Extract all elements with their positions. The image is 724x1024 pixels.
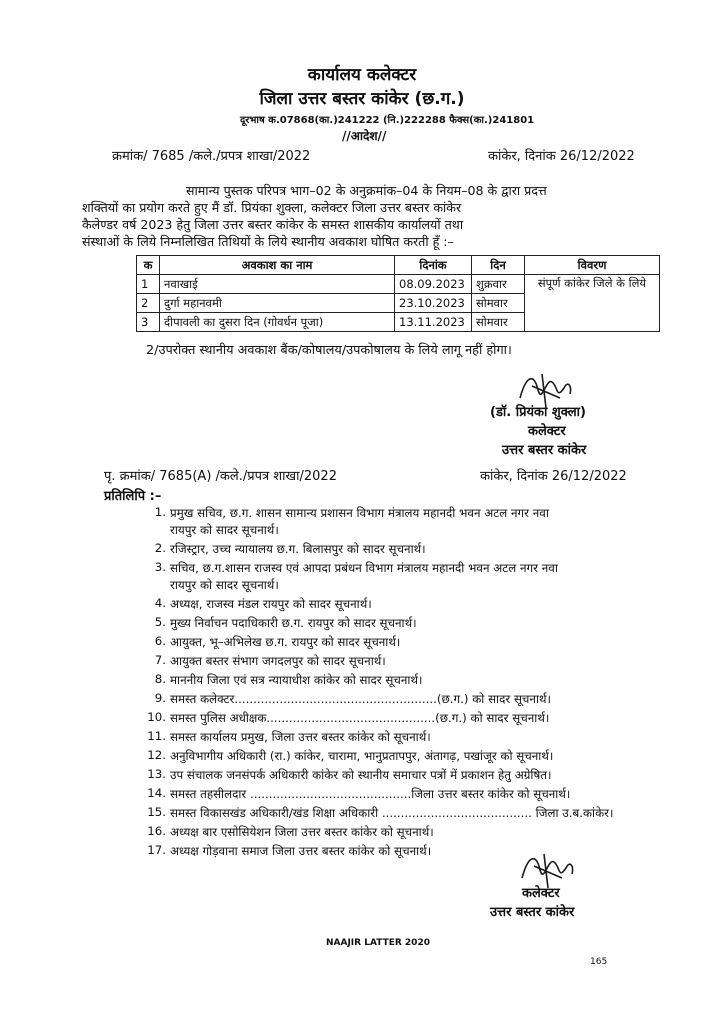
endorsement-date: कांकेर, दिनांक 26/12/2022 [480, 469, 627, 484]
item-number: 1. [154, 505, 166, 519]
item-number: 10. [147, 710, 166, 724]
signatory-title-2: कलेक्टर [522, 886, 560, 901]
item-number: 15. [147, 805, 166, 819]
cell-date: 23.10.2023 [395, 294, 472, 313]
cell-date: 08.09.2023 [395, 275, 472, 294]
body-line: शक्तियों का प्रयोग करते हुए मैं डॉ. प्रियंका शुक्ला, कलेक्टर जिला उत्तर बस्तर कांकेर [82, 200, 462, 215]
col-header-date: दिनांक [395, 256, 472, 275]
item-text: अनुविभागीय अधिकारी (रा.) कांकेर, चारामा, भानुप्रतापपुर, अंतागढ़, पखांजूर को सूचनार्थ। [170, 749, 554, 763]
signatory-place-2: उत्तर बस्तर कांकेर [490, 905, 575, 920]
order-date: कांकेर, दिनांक 26/12/2022 [488, 149, 635, 164]
contact-line: दूरभाष क.07868(का.)241222 (नि.)222288 फैक्स(का.)241801 [240, 115, 535, 126]
item-number: 11. [147, 729, 166, 743]
item-text: माननीय जिला एवं सत्र न्यायाधीश कांकेर को सादर सूचनार्थ। [170, 673, 423, 687]
item-number: 4. [154, 596, 166, 610]
item-text: समस्त तहसीलदार ...........................................जिला उत्तर बस्तर कांकेर को सूचनार्थ। [170, 787, 571, 801]
item-text: अध्यक्ष गोड़वाना समाज जिला उत्तर बस्तर कांकेर को सूचनार्थ। [170, 844, 432, 858]
table-header-row [137, 256, 660, 275]
col-header-day: दिन [472, 256, 525, 275]
item-text: उप संचालक जनसंपर्क अधिकारी कांकेर को स्थानीय समाचार पत्रों में प्रकाशन हेतु अग्रेषित। [170, 768, 552, 782]
item-number: 14. [147, 786, 166, 800]
item-number: 13. [147, 767, 166, 781]
item-text: रायपुर को सादर सूचनार्थ। [170, 578, 279, 592]
body-line: सामान्य पुस्तक परिपत्र भाग–02 के अनुक्रमांक–04 के नियम–08 के द्वारा प्रदत्त [186, 183, 547, 198]
office-title: कार्यालय कलेक्टर [307, 65, 417, 85]
item-text: समस्त कार्यालय प्रमुख, जिला उत्तर बस्तर कांकेर को सूचनार्थ। [170, 730, 431, 744]
signatory-title: कलेक्टर [528, 424, 566, 439]
item-text: प्रमुख सचिव, छ.ग. शासन सामान्य प्रशासन विभाग मंत्रालय महानदी भवन अटल नगर नवा [170, 506, 549, 520]
item-text: समस्त विकासखंड अधिकारी/खंड शिक्षा अधिकारी ........................................ जिला उ.ब.कांकेर। [170, 806, 614, 820]
col-header-remark: विवरण [525, 256, 660, 275]
item-number: 3. [154, 560, 166, 574]
item-number: 2. [154, 541, 166, 555]
item-text: रजिस्ट्रार, उच्च न्यायालय छ.ग. बिलासपुर को सादर सूचनार्थ। [170, 542, 426, 556]
footer-label: NAAJIR LATTER 2020 [326, 938, 430, 948]
item-number: 9. [154, 691, 166, 705]
cell-name: दीपावली का दुसरा दिन (गोवर्धन पूजा) [160, 313, 395, 332]
item-number: 16. [147, 824, 166, 838]
holiday-table [136, 255, 660, 332]
cell-sn: 2 [137, 294, 160, 313]
cell-name: नवाखाई [160, 275, 395, 294]
item-text: मुख्य निर्वाचन पदाधिकारी छ.ग. रायपुर को सादर सूचनार्थ। [170, 616, 417, 630]
order-number: क्रमांक/ 7685 /कले./प्रपत्र शाखा/2022 [112, 149, 311, 164]
col-header-name: अवकाश का नाम [160, 256, 395, 275]
item-text: आयुक्त बस्तर संभाग जगदलपुर को सादर सूचनार्थ। [170, 654, 386, 668]
item-text: समस्त पुलिस अधीक्षक.............................................(छ.ग.) को सादर सूचनार्थ। [170, 711, 550, 725]
item-text: अध्यक्ष, राजस्व मंडल रायपुर को सादर सूचनार्थ। [170, 597, 372, 611]
endorsement-number: पृ. क्रमांक/ 7685(A) /कले./प्रपत्र शाखा/2022 [104, 469, 337, 484]
item-text: आयुक्त, भू–अभिलेख छ.ग. रायपुर को सादर सूचनार्थ। [170, 635, 401, 649]
order-body [82, 182, 650, 250]
page-number: 165 [590, 957, 608, 967]
district-title: जिला उत्तर बस्तर कांकेर (छ.ग.) [259, 89, 465, 109]
col-header-sn: क [137, 256, 160, 275]
table-row [137, 275, 660, 294]
signatory-place: उत्तर बस्तर कांकेर [502, 443, 587, 458]
cell-remark: संपूर्ण कांकेर जिले के लिये [525, 275, 660, 332]
item-number: 5. [154, 615, 166, 629]
item-text: अध्यक्ष बार एसोसियेशन जिला उत्तर बस्तर कांकेर को सूचनार्थ। [170, 825, 434, 839]
item-text: रायपुर को सादर सूचनार्थ। [170, 523, 279, 537]
item-number: 6. [154, 634, 166, 648]
item-number: 12. [147, 748, 166, 762]
item-number: 17. [147, 843, 166, 857]
body-line: कैलेण्डर वर्ष 2023 हेतु जिला उत्तर बस्तर कांकेर के समस्त शासकीय कार्यालयों तथा [82, 217, 464, 232]
item-number: 7. [154, 653, 166, 667]
copy-heading: प्रतिलिपि :– [104, 489, 162, 504]
signatory-name: (डॉ. प्रियंका शुक्ला) [490, 405, 586, 420]
cell-sn: 1 [137, 275, 160, 294]
body-line: संस्थाओं के लिये निम्नलिखित तिथियों के लिये स्थानीय अवकाश घोषित करती हूँ :– [82, 234, 454, 249]
cell-day: सोमवार [472, 294, 525, 313]
cell-date: 13.11.2023 [395, 313, 472, 332]
bank-note: 2/उपरोक्त स्थानीय अवकाश बैंक/कोषालय/उपकोषालय के लिये लागू नहीं होगा। [146, 343, 512, 358]
cell-sn: 3 [137, 313, 160, 332]
cell-name: दुर्गा महानवमी [160, 294, 395, 313]
cell-day: सोमवार [472, 313, 525, 332]
item-text: समस्त कलेक्टर......................................................(छ.ग.) को सादर सूचनार्थ। [170, 692, 552, 706]
order-heading: //आदेश// [342, 129, 387, 143]
item-number: 8. [154, 672, 166, 686]
item-text: सचिव, छ.ग.शासन राजस्व एवं आपदा प्रबंधन विभाग मंत्रालय महानदी भवन अटल नगर नवा [170, 561, 558, 575]
cell-day: शुक्रवार [472, 275, 525, 294]
